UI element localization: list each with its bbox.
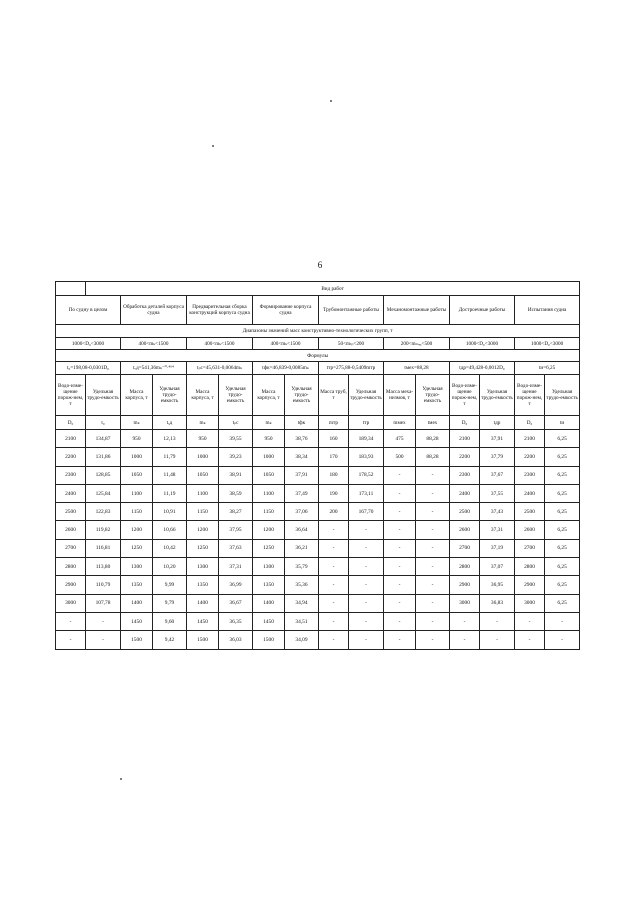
col-group-header: Трубомонтажные работы — [319, 296, 384, 325]
column-subheader: Удельная трудо-емкость — [86, 375, 121, 416]
table-cell: 2400 — [515, 484, 545, 502]
table-cell: 475 — [384, 430, 416, 448]
column-symbol: tтр — [349, 416, 384, 430]
scan-speck — [212, 145, 214, 147]
table-cell: 1350 — [121, 576, 153, 594]
table-cell: - — [319, 558, 349, 576]
table-cell: 37,67 — [480, 466, 515, 484]
table-cell: 2600 — [56, 521, 86, 539]
table-cell: 37,31 — [219, 558, 253, 576]
table-cell: 37,19 — [480, 539, 515, 557]
table-cell: - — [416, 521, 450, 539]
table-cell: 10,42 — [153, 539, 187, 557]
table-cell: - — [384, 521, 416, 539]
table-cell: 12,13 — [153, 430, 187, 448]
table-cell: 6,25 — [545, 466, 580, 484]
table-cell: 1250 — [187, 539, 219, 557]
table-cell: 38,91 — [219, 466, 253, 484]
table-cell: 10,20 — [153, 558, 187, 576]
table-cell: - — [545, 612, 580, 630]
table-cell: 6,25 — [545, 576, 580, 594]
table-cell: 2600 — [450, 521, 480, 539]
table-cell: 35,79 — [285, 558, 319, 576]
formula-cell: tₒд=541,36mₖ⁻⁰·⁴⁶⁴ — [121, 362, 187, 375]
table-cell: 1200 — [121, 521, 153, 539]
range-cell: 1000<D₀<3000 — [450, 338, 515, 350]
column-symbol: mₖ — [121, 416, 153, 430]
formula-cell: tдр=49,428-0,0012D₀ — [450, 362, 515, 375]
table-cell: 113,80 — [86, 558, 121, 576]
table-cell: 2300 — [56, 466, 86, 484]
table-cell: - — [384, 612, 416, 630]
table-cell: 36,95 — [480, 576, 515, 594]
table-cell: 1200 — [187, 521, 219, 539]
table-cell: 37,06 — [285, 503, 319, 521]
table-cell: 6,25 — [545, 503, 580, 521]
table-cell: - — [480, 631, 515, 649]
table-cell: - — [349, 576, 384, 594]
table-cell: 1100 — [187, 484, 219, 502]
table-cell: 2700 — [56, 539, 86, 557]
column-subheader: Масса корпуса, т — [187, 375, 219, 416]
table-cell: 1050 — [253, 466, 285, 484]
table-row — [56, 594, 580, 612]
table-cell: - — [450, 612, 480, 630]
table-cell: 6,25 — [545, 594, 580, 612]
table-cell: 37,63 — [219, 539, 253, 557]
table-cell: 37,31 — [480, 521, 515, 539]
table-cell: 36,67 — [219, 594, 253, 612]
column-subheader: Масса корпуса, т — [121, 375, 153, 416]
table-cell: 2700 — [515, 539, 545, 557]
column-subheader: Масса труб, т — [319, 375, 349, 416]
table-cell: - — [319, 521, 349, 539]
table-cell: 11,79 — [153, 448, 187, 466]
table-cell: 1400 — [187, 594, 219, 612]
col-group-header: Предварительная сборка конструкций корпуса судна — [187, 296, 253, 325]
table-corner — [56, 282, 86, 296]
labor-intensity-table — [55, 281, 580, 650]
table-cell: 11,48 — [153, 466, 187, 484]
column-subheader: Удельная трудо-емкость — [153, 375, 187, 416]
table-cell: 170 — [319, 448, 349, 466]
table-cell: 3000 — [56, 594, 86, 612]
column-symbol: t₀ — [86, 416, 121, 430]
range-cell: 1000<D₀<3000 — [56, 338, 121, 350]
table-cell: 2700 — [450, 539, 480, 557]
formula-cell: tₚc=45,631-0,0064mₖ — [187, 362, 253, 375]
table-cell: - — [450, 631, 480, 649]
table-cell: 37,43 — [480, 503, 515, 521]
table-cell: 38,59 — [219, 484, 253, 502]
table-cell: 1000 — [253, 448, 285, 466]
table-cell: 36,99 — [219, 576, 253, 594]
table-cell: 37,95 — [219, 521, 253, 539]
table-cell: - — [349, 594, 384, 612]
column-subheader: Водо-изме-щение порож-нем, т — [450, 375, 480, 416]
table-cell: 1500 — [121, 631, 153, 649]
table-cell: 1500 — [187, 631, 219, 649]
table-cell: 6,25 — [545, 539, 580, 557]
table-cell: 37,91 — [285, 466, 319, 484]
column-symbol: mмех — [384, 416, 416, 430]
column-subheader: Удельная трудо-емкость — [416, 375, 450, 416]
table-cell: 2100 — [515, 430, 545, 448]
table-cell: 2900 — [56, 576, 86, 594]
table-cell: 122,83 — [86, 503, 121, 521]
formula-cell: tмех=88,28 — [384, 362, 450, 375]
table-cell: 1400 — [253, 594, 285, 612]
table-cell: 39,55 — [219, 430, 253, 448]
column-subheader: Удельная трудо-емкость — [285, 375, 319, 416]
table-cell: 37,91 — [480, 430, 515, 448]
table-cell: 1500 — [253, 631, 285, 649]
column-symbol: mтр — [319, 416, 349, 430]
table-cell: 6,25 — [545, 430, 580, 448]
table-cell: 1300 — [187, 558, 219, 576]
table-row — [56, 430, 580, 448]
table-cell: - — [384, 631, 416, 649]
column-subheader: Удельная трудо-емкость — [219, 375, 253, 416]
table-cell: 1150 — [253, 503, 285, 521]
table-cell: - — [56, 631, 86, 649]
table-cell: 131,86 — [86, 448, 121, 466]
table-cell: 1450 — [121, 612, 153, 630]
table-cell: - — [384, 594, 416, 612]
formula-cell: t₀=198,08-0,0301D₀ — [56, 362, 121, 375]
table-cell: - — [86, 631, 121, 649]
table-cell: - — [349, 521, 384, 539]
table-cell: - — [515, 631, 545, 649]
table-cell: 1050 — [187, 466, 219, 484]
table-row — [56, 503, 580, 521]
table-cell: 2500 — [450, 503, 480, 521]
table-cell: 37,55 — [480, 484, 515, 502]
table-cell: 36,21 — [285, 539, 319, 557]
table-cell: 35,36 — [285, 576, 319, 594]
range-cell: 400<mₖ<1500 — [187, 338, 253, 350]
table-cell: 125,84 — [86, 484, 121, 502]
table-cell: 500 — [384, 448, 416, 466]
table-cell: 2200 — [450, 448, 480, 466]
table-cell: - — [349, 558, 384, 576]
table-cell: 37,79 — [480, 448, 515, 466]
col-group-header: По судну в целом — [56, 296, 121, 325]
table-cell: 37,07 — [480, 558, 515, 576]
table-cell: 110,79 — [86, 576, 121, 594]
table-cell: 88,28 — [416, 448, 450, 466]
table-cell: 160 — [319, 430, 349, 448]
table-row — [56, 484, 580, 502]
table-row — [56, 558, 580, 576]
table-cell: 2900 — [515, 576, 545, 594]
table-cell: 178,52 — [349, 466, 384, 484]
table-cell: - — [416, 503, 450, 521]
table-cell: 2300 — [515, 466, 545, 484]
table-cell: 38,34 — [285, 448, 319, 466]
col-group-header: Достроечные работы — [450, 296, 515, 325]
scan-speck — [120, 778, 122, 780]
table-cell: - — [416, 484, 450, 502]
column-symbol: mₖ — [253, 416, 285, 430]
column-symbol: tₚc — [219, 416, 253, 430]
table-cell: 37,49 — [285, 484, 319, 502]
labor-intensity-table-wrapper — [55, 281, 580, 650]
table-cell: - — [384, 503, 416, 521]
table-cell: - — [349, 631, 384, 649]
table-cell: - — [416, 466, 450, 484]
table-cell: 10,91 — [153, 503, 187, 521]
table-cell: 1100 — [121, 484, 153, 502]
range-cell: 50<mₜₚ<200 — [319, 338, 384, 350]
table-cell: 2800 — [515, 558, 545, 576]
table-cell: 1050 — [121, 466, 153, 484]
table-cell: 2800 — [450, 558, 480, 576]
table-cell: 38,27 — [219, 503, 253, 521]
col-group-header: Испытания судна — [515, 296, 580, 325]
table-cell: - — [56, 612, 86, 630]
table-cell: 9,99 — [153, 576, 187, 594]
table-cell: 167,70 — [349, 503, 384, 521]
range-cell: 200<mₘₑₓ<500 — [384, 338, 450, 350]
table-cell: 1250 — [121, 539, 153, 557]
table-cell: 9,42 — [153, 631, 187, 649]
table-cell: 180 — [319, 466, 349, 484]
table-cell: 2600 — [515, 521, 545, 539]
page-number: 6 — [317, 260, 323, 270]
formula-cell: tфк=46,839-0,0085mₖ — [253, 362, 319, 375]
table-cell: 2200 — [515, 448, 545, 466]
table-cell: - — [416, 594, 450, 612]
table-cell: 2100 — [450, 430, 480, 448]
table-cell: 2300 — [450, 466, 480, 484]
table-cell: 11,19 — [153, 484, 187, 502]
column-symbol: D₀ — [515, 416, 545, 430]
column-subheader: Масса корпуса, т — [253, 375, 285, 416]
formula-cell: tтр=275,88-0,5409mтр — [319, 362, 384, 375]
col-group-header: Обработка деталей корпуса судна — [121, 296, 187, 325]
table-cell: 173,11 — [349, 484, 384, 502]
table-cell: 3000 — [515, 594, 545, 612]
table-cell: - — [384, 558, 416, 576]
col-group-header: Механомонтажные работы — [384, 296, 450, 325]
column-symbol: tфк — [285, 416, 319, 430]
table-cell: 34,51 — [285, 612, 319, 630]
column-subheader: Водо-изме-щение порож-нем, т — [515, 375, 545, 416]
column-symbol: tмех — [416, 416, 450, 430]
col-group-header: Формирование корпуса судна — [253, 296, 319, 325]
column-subheader: Масса меха-низмов, т — [384, 375, 416, 416]
table-cell: 39,23 — [219, 448, 253, 466]
table-cell: 1400 — [121, 594, 153, 612]
table-cell: 950 — [253, 430, 285, 448]
table-cell: - — [319, 594, 349, 612]
table-cell: - — [384, 539, 416, 557]
table-cell: 107,78 — [86, 594, 121, 612]
table-cell: - — [319, 576, 349, 594]
range-cell: 400<mₖ<1500 — [121, 338, 187, 350]
table-cell: - — [384, 484, 416, 502]
table-cell: 1200 — [253, 521, 285, 539]
table-cell: 1450 — [187, 612, 219, 630]
table-cell: 1350 — [253, 576, 285, 594]
table-cell: 950 — [121, 430, 153, 448]
table-cell: - — [416, 539, 450, 557]
table-cell: 88,28 — [416, 430, 450, 448]
table-cell: 1350 — [187, 576, 219, 594]
table-cell: 36,35 — [219, 612, 253, 630]
table-cell: 1450 — [253, 612, 285, 630]
table-cell: 1000 — [121, 448, 153, 466]
table-cell: - — [319, 612, 349, 630]
table-cell: 6,25 — [545, 558, 580, 576]
table-cell: - — [349, 612, 384, 630]
ranges-title: Диапазоны значений масс конструктивно-технологических групп, т — [56, 325, 580, 338]
table-cell: 38,76 — [285, 430, 319, 448]
table-cell: - — [86, 612, 121, 630]
table-cell: 1300 — [253, 558, 285, 576]
table-cell: - — [416, 576, 450, 594]
table-cell: - — [349, 539, 384, 557]
column-subheader: Удельная трудо-емкость — [480, 375, 515, 416]
table-cell: 190 — [319, 484, 349, 502]
column-symbol: mₖ — [187, 416, 219, 430]
table-cell: 1100 — [253, 484, 285, 502]
table-cell: 116,81 — [86, 539, 121, 557]
table-cell: 134,87 — [86, 430, 121, 448]
table-row — [56, 521, 580, 539]
table-row — [56, 576, 580, 594]
table-cell: 34,94 — [285, 594, 319, 612]
table-cell: 6,25 — [545, 448, 580, 466]
table-cell: 2500 — [56, 503, 86, 521]
column-symbol: tₒд — [153, 416, 187, 430]
table-cell: 2500 — [515, 503, 545, 521]
range-cell: 1000<D₀<3000 — [515, 338, 580, 350]
column-symbol: tдр — [480, 416, 515, 430]
column-subheader: Удельная трудо-емкость — [545, 375, 580, 416]
table-cell: 6,25 — [545, 521, 580, 539]
table-cell: 189,34 — [349, 430, 384, 448]
column-subheader: Удельная трудо-емкость — [349, 375, 384, 416]
table-cell: 2900 — [450, 576, 480, 594]
formula-cell: tи=6,25 — [515, 362, 580, 375]
scan-speck — [330, 100, 332, 102]
table-cell: 36,64 — [285, 521, 319, 539]
table-cell: 3000 — [450, 594, 480, 612]
table-cell: - — [480, 612, 515, 630]
table-cell: 1300 — [121, 558, 153, 576]
table-cell: 950 — [187, 430, 219, 448]
table-cell: 9,60 — [153, 612, 187, 630]
column-subheader: Водо-изме-щение порож-нем, т — [56, 375, 86, 416]
table-row — [56, 466, 580, 484]
table-cell: 2400 — [450, 484, 480, 502]
table-cell: 1000 — [187, 448, 219, 466]
table-title: Вид работ — [86, 282, 580, 296]
table-cell: - — [416, 631, 450, 649]
table-cell: 119,82 — [86, 521, 121, 539]
table-cell: 34,09 — [285, 631, 319, 649]
range-cell: 400<mₖ<1500 — [253, 338, 319, 350]
table-cell: 6,25 — [545, 484, 580, 502]
table-cell: 128,85 — [86, 466, 121, 484]
table-cell: 36,83 — [480, 594, 515, 612]
table-cell: 1150 — [121, 503, 153, 521]
table-cell: - — [416, 612, 450, 630]
table-cell: 2800 — [56, 558, 86, 576]
table-row — [56, 539, 580, 557]
table-cell: - — [319, 539, 349, 557]
table-cell: 1150 — [187, 503, 219, 521]
column-symbol: D₀ — [450, 416, 480, 430]
table-cell: 183,93 — [349, 448, 384, 466]
table-cell: 2400 — [56, 484, 86, 502]
table-cell: - — [416, 558, 450, 576]
table-cell: 36,03 — [219, 631, 253, 649]
column-symbol: tи — [545, 416, 580, 430]
table-cell: 10,66 — [153, 521, 187, 539]
table-cell: - — [515, 612, 545, 630]
table-cell: - — [384, 576, 416, 594]
table-row — [56, 631, 580, 649]
table-row — [56, 612, 580, 630]
table-cell: 9,79 — [153, 594, 187, 612]
table-cell: 200 — [319, 503, 349, 521]
table-cell: 2200 — [56, 448, 86, 466]
column-symbol: D₀ — [56, 416, 86, 430]
table-cell: 2100 — [56, 430, 86, 448]
formulas-title: Формулы — [56, 350, 580, 362]
table-cell: - — [545, 631, 580, 649]
table-row — [56, 448, 580, 466]
table-cell: - — [384, 466, 416, 484]
table-cell: 1250 — [253, 539, 285, 557]
table-cell: - — [319, 631, 349, 649]
